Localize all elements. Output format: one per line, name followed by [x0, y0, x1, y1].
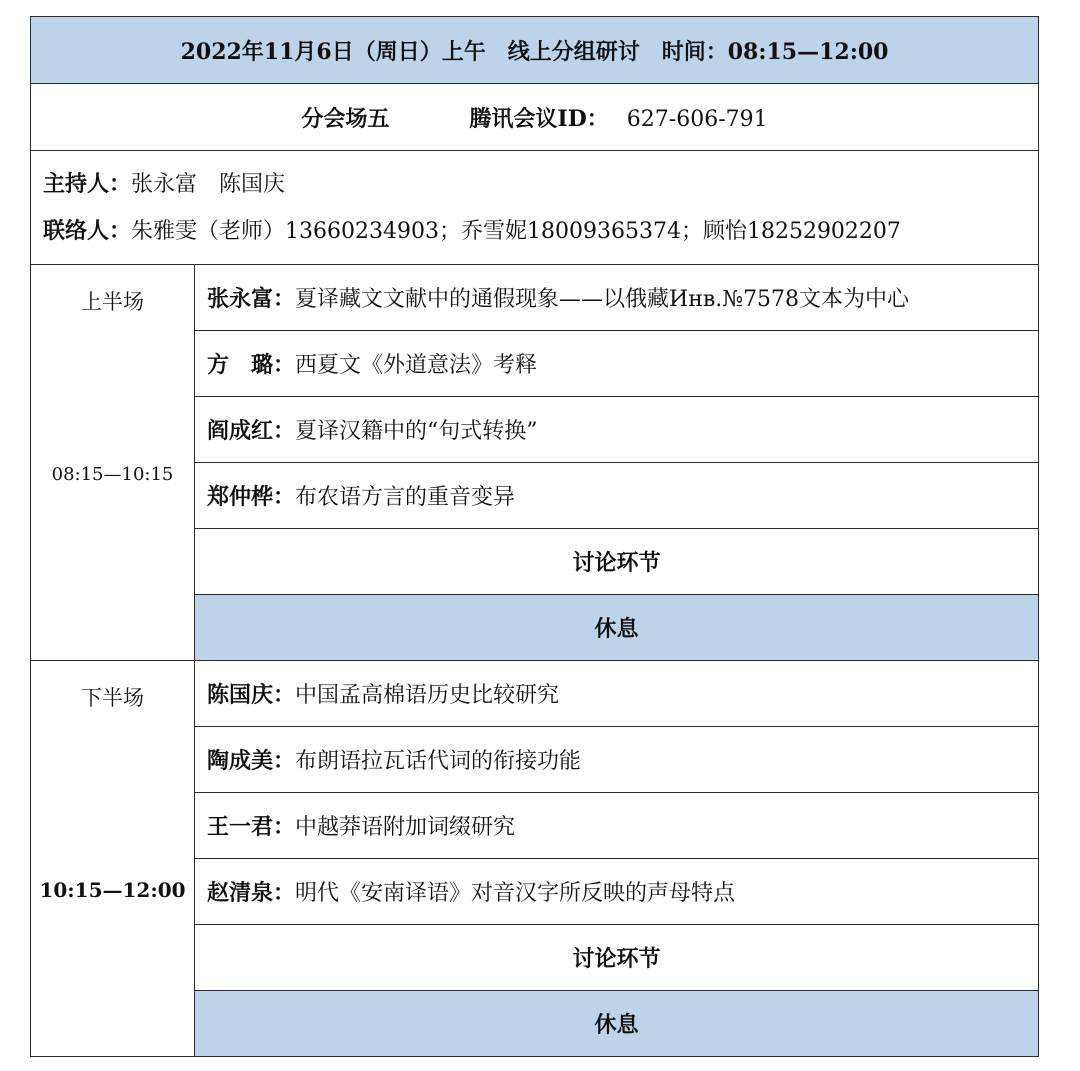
meeting-id-value: 627-606-791: [626, 106, 768, 132]
session-2-cell: [31, 661, 195, 1057]
discussion-row: 讨论环节: [195, 529, 1039, 595]
host-label: 主持人：: [43, 170, 132, 197]
break-row: 休息: [195, 595, 1039, 661]
talk-topic: 布朗语拉瓦话代词的衔接功能: [295, 749, 582, 774]
session-1-cell: [31, 265, 195, 661]
talk-row: [195, 397, 1039, 463]
talk-topic: 中国孟高棉语历史比较研究: [295, 683, 560, 708]
talk-topic: 夏译汉籍中的“句式转换”: [295, 419, 538, 444]
speaker-name: 张永富：: [207, 286, 296, 312]
host-value: 张永富 陈国庆: [131, 171, 286, 197]
session-2-name: 下半场: [81, 685, 144, 710]
talk-topic: 中越莽语附加词缀研究: [295, 815, 516, 840]
talk-row: [195, 265, 1039, 331]
talk-row: [195, 727, 1039, 793]
meeting-id-label: 腾讯会议ID：: [469, 105, 609, 132]
talk-topic: 明代《安南译语》对音汉字所反映的声母特点: [295, 881, 736, 906]
speaker-name: 阎成红：: [207, 418, 296, 444]
speaker-name: 陶成美：: [207, 748, 296, 774]
talk-topic: 西夏文《外道意法》考释: [295, 353, 538, 378]
contacts-cell: [31, 151, 1039, 265]
liaison-line: [43, 208, 1038, 255]
schedule-table: [30, 16, 1039, 1057]
liaison-label: 联络人：: [43, 217, 132, 244]
session-1-time: 08:15—10:15: [51, 463, 174, 485]
talk-topic: 布农语方言的重音变异: [295, 485, 516, 510]
talk-topic: 夏译藏文文献中的通假现象——以俄藏Инв.№7578文本为中心: [295, 287, 910, 312]
talk-row: [195, 331, 1039, 397]
talk-row: [195, 859, 1039, 925]
discussion-row: 讨论环节: [195, 925, 1039, 991]
speaker-name: 王一君：: [207, 814, 296, 840]
talk-row: [195, 661, 1039, 727]
venue-label: 分会场五: [301, 105, 390, 132]
speaker-name: 赵清泉：: [207, 880, 296, 906]
talk-row: [195, 463, 1039, 529]
speaker-name: 郑仲桦：: [207, 484, 296, 510]
speaker-name: 方 璐：: [207, 352, 296, 378]
host-line: [43, 161, 1038, 208]
meeting-info: [31, 84, 1039, 151]
session-1-name: 上半场: [81, 289, 144, 314]
talk-row: [195, 793, 1039, 859]
liaison-value: 朱雅雯（老师）13660234903；乔雪妮18009365374；顾怡18252902207: [131, 218, 901, 244]
schedule-title: 2022年11月6日（周日）上午 线上分组研讨 时间：08:15—12:00: [31, 17, 1039, 84]
session-2-time: 10:15—12:00: [39, 877, 186, 902]
speaker-name: 陈国庆：: [207, 682, 296, 708]
break-row: 休息: [195, 991, 1039, 1057]
